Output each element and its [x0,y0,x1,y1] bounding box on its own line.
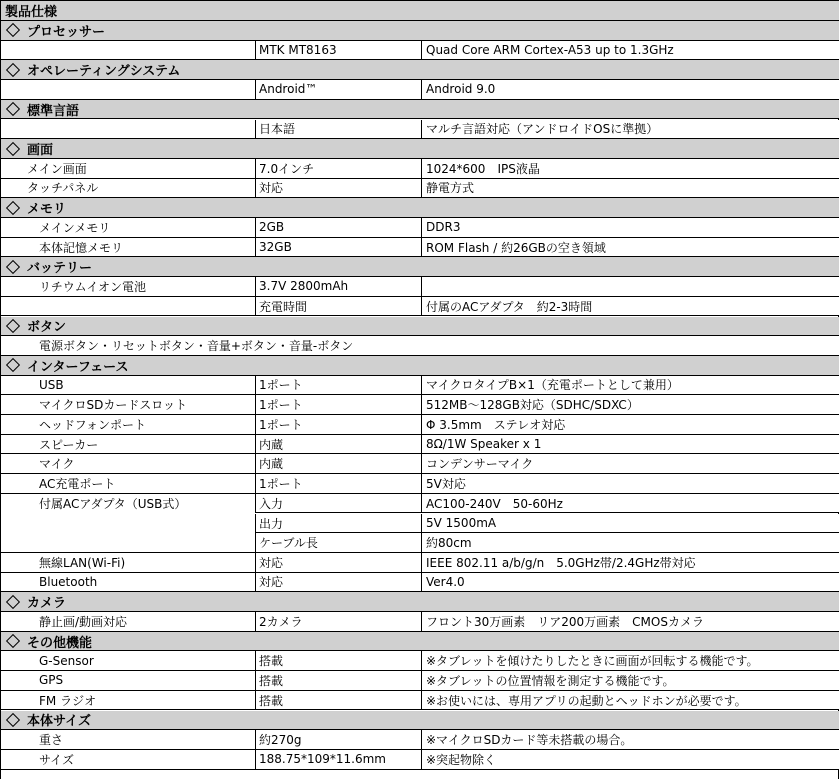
spec-detail: ※マイクロSDカード等未搭載の場合。 [426,733,633,748]
section-label [1,592,66,611]
spec-name: マイク [1,454,256,473]
spec-detail: 1024*600 IPS液晶 [426,161,540,176]
diamond-icon [6,634,20,648]
spec-detail: 512MB～128GB対応（SDHC/SDXC） [426,398,639,413]
section-title: インターフェース [27,359,129,375]
spec-name: サイズ [1,750,256,769]
spec-detail: Quad Core ARM Cortex-A53 up to 1.3GHz [426,43,674,58]
section-label [1,21,105,40]
section-title: メモリ [27,202,67,218]
spec-value: MTK MT8163 [256,41,422,60]
spec-name: ヘッドフォンポート [1,415,256,434]
spec-name: USB [1,376,256,395]
section-title: 標準言語 [27,103,80,119]
spec-name: メイン画面 [1,159,256,178]
spec-row [1,238,839,258]
section-title: オペレーティングシステム [27,64,181,80]
spec-value: 1ポート [256,376,422,395]
section-header [1,60,839,80]
diamond-icon [6,23,20,37]
section-header [1,711,839,731]
diamond-icon [6,713,20,727]
spec-detail: ROM Flash / 約26GBの空き領域 [426,240,606,255]
spec-row [1,277,839,297]
spec-detail: 約80cm [426,536,472,551]
spec-value: 入力 [256,494,422,514]
spec-value: 2GB [256,218,422,237]
spec-detail: マイクロタイプB×1（充電ポートとして兼用） [426,378,679,393]
spec-row [1,691,839,711]
diamond-icon [6,201,20,215]
diamond-icon [6,102,20,116]
spec-value: 対応 [256,179,422,198]
spec-span-text: 電源ボタン・リセットボタン・音量+ボタン・音量-ボタン [39,339,354,354]
spec-value: 2カメラ [256,612,422,631]
section-label [1,632,92,651]
spec-detail: 付属のACアダプタ 約2-3時間 [426,299,593,314]
section-title: バッテリー [27,261,93,277]
spec-detail: 5V 1500mA [426,516,497,531]
spec-row [1,573,839,593]
spec-row [1,494,839,514]
spec-name [1,120,256,139]
spec-row [1,120,839,140]
spec-value: 内蔵 [256,435,422,454]
spec-row [1,218,839,238]
spec-value: 1ポート [256,474,422,493]
spec-value: ケーブル長 [256,533,422,552]
spec-row [1,297,839,317]
spec-row [1,376,839,396]
spec-row [1,454,839,474]
spec-value: 3.7V 2800mAh [256,277,422,296]
table-title-row [1,1,839,21]
spec-name: 付属ACアダプタ（USB式） [1,494,256,514]
spec-row [1,533,839,553]
spec-row [1,514,839,534]
spec-row [1,651,839,671]
spec-value: 搭載 [256,671,422,690]
spec-value: 1ポート [256,415,422,434]
spec-row [1,553,839,573]
spec-value: 搭載 [256,691,422,710]
spec-name [1,533,256,552]
spec-detail: Φ 3.5mm ステレオ対応 [426,417,566,432]
spec-name: FM ラジオ [1,691,256,710]
spec-detail: ※お使いには、専用アプリの起動とヘッドホンが必要です。 [426,693,747,708]
spec-name: スピーカー [1,435,256,454]
spec-detail: ※タブレットの位置情報を測定する機能です。 [426,673,675,688]
spec-row [1,750,839,770]
spec-name: AC充電ポート [1,474,256,493]
spec-row [1,435,839,455]
spec-row [1,415,839,435]
spec-name [1,514,256,534]
section-header [1,257,839,277]
spec-detail: 5V対応 [426,476,466,491]
section-header [1,21,839,41]
spec-detail: マルチ言語対応（アンドロイドOSに準拠） [426,122,659,137]
section-header [1,198,839,218]
spec-row [1,41,839,61]
spec-detail: AC100-240V 50-60Hz [426,497,563,512]
spec-value: 1ポート [256,395,422,414]
spec-row [1,159,839,179]
section-label [1,356,129,375]
section-title: ボタン [27,320,67,336]
section-label [1,198,66,217]
section-label [1,317,66,336]
section-header [1,100,839,120]
spec-row [1,612,839,632]
spec-detail: 8Ω/1W Speaker x 1 [426,437,542,452]
spec-value: Android™ [256,80,422,99]
spec-detail: DDR3 [426,220,461,235]
spec-row [1,336,839,356]
spec-value: 搭載 [256,651,422,670]
spec-detail [422,277,839,296]
section-label [1,139,53,158]
spec-name: GPS [1,671,256,690]
spec-value: 日本語 [256,120,422,139]
diamond-icon [6,595,20,609]
spec-value: 内蔵 [256,454,422,473]
spec-name [1,297,256,316]
diamond-icon [6,141,20,155]
section-label [1,100,79,119]
diamond-icon [6,260,20,274]
section-header [1,632,839,652]
spec-row [1,671,839,691]
section-title: 画面 [27,143,54,159]
section-label [1,60,180,79]
spec-value: 約270g [256,730,422,749]
spec-detail: コンデンサーマイク [426,457,534,472]
spec-value: 7.0インチ [256,159,422,178]
spec-value: 出力 [256,514,422,534]
spec-detail: Android 9.0 [426,82,496,97]
spec-detail: ※突起物除く [426,752,497,767]
spec-name: G-Sensor [1,651,256,670]
spec-detail: フロント30万画素 リア200万画素 CMOSカメラ [426,614,704,629]
spec-detail: ※タブレットを傾けたりしたときに画面が回転する機能です。 [426,654,759,669]
section-title: その他機能 [27,635,93,651]
spec-detail: Ver4.0 [426,574,465,589]
spec-value: 充電時間 [256,297,422,316]
spec-row [1,80,839,100]
spec-value: 対応 [256,553,422,572]
spec-value: 32GB [256,238,422,257]
spec-name [1,41,256,60]
spec-name: メインメモリ [1,218,256,237]
spec-detail: 静電方式 [426,181,475,196]
section-label [1,257,92,276]
spec-name: 静止画/動画対応 [1,612,256,631]
spec-name: 無線LAN(Wi-Fi) [1,553,256,572]
diamond-icon [6,319,20,333]
spec-name: マイクロSDカードスロット [1,395,256,414]
section-header [1,139,839,159]
spec-name: Bluetooth [1,573,256,592]
table-title: 製品仕様 [5,5,58,20]
spec-row [1,395,839,415]
spec-name: 本体記憶メモリ [1,238,256,257]
section-title: プロセッサー [27,24,106,40]
section-title: カメラ [27,596,67,612]
spec-value: 188.75*109*11.6mm [256,750,422,769]
section-label [1,711,91,730]
section-header [1,356,839,376]
diamond-icon [6,63,20,77]
section-title: 本体サイズ [27,714,91,730]
section-header [1,317,839,337]
spec-value: 対応 [256,573,422,592]
spec-row [1,179,839,199]
spec-row [1,474,839,494]
spec-name: リチウムイオン電池 [1,277,256,296]
spec-name: タッチパネル [1,179,256,198]
spec-row [1,730,839,750]
spec-detail: IEEE 802.11 a/b/g/n 5.0GHz帯/2.4GHz帯対応 [426,555,696,570]
spec-name: 重さ [1,730,256,749]
diamond-icon [6,358,20,372]
section-header [1,592,839,612]
spec-name [1,80,256,99]
